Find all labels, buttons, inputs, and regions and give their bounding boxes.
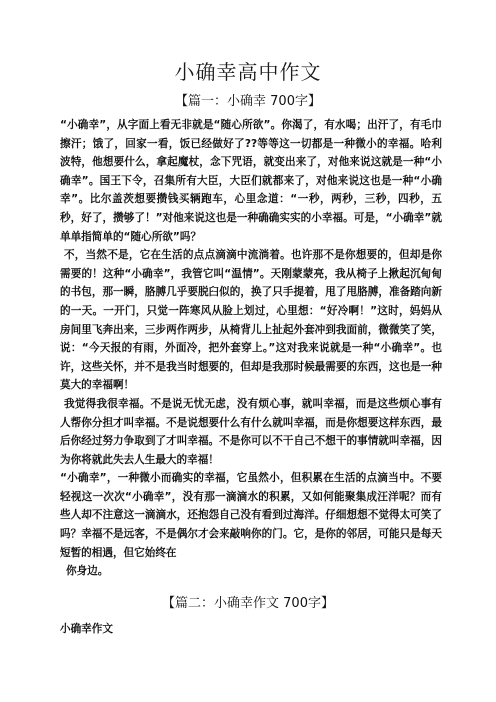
- left-bracket: 【: [175, 94, 189, 109]
- paragraph-4: “小确幸”，一种微小而确实的幸福，它虽然小，但积累在生活的点滴当中。不要轻视这一次次“小确幸”，没有那一滴滴水的积累，又如何能聚集成汪洋呢？而有些人却不注意这一滴滴水，还抱怨自己没有看到过海洋。仔细想想不觉得太可笑了吗？幸福不是远客，不是偶尔才会来敲响你的门。它，是你的邻居，可能只是每天短暂的相遇，但它始终在: [60, 472, 442, 559]
- section-heading-2: [0, 592, 496, 611]
- left-bracket: 【: [162, 596, 176, 611]
- page-title: 小确幸高中作文: [174, 60, 322, 84]
- paragraph-1: “小确幸”，从字面上看无非就是“随心所欲”。你渴了，有水喝；出汗了，有毛巾擦汗；饿了，回家一看，饭已经做好了??等等这一切都是一种微小的幸福。哈利波特，他想要什么，拿起魔杖，念下咒语，就变出来了，对他来说这就是一种“小确幸”。国王下令，召集所有大臣，大臣们就都来了，对他来说这也是一种“小确幸”。比尔盖茨想要攒钱买辆跑车，心里念道：“一秒，两秒，三秒，四秒，五秒，好了，攒够了！”对他来说这也是一种确确实实的小幸福。可是，“小确幸”就单单指简单的“随心所欲”吗？: [60, 119, 442, 243]
- right-bracket: 】: [320, 596, 334, 611]
- paragraph-2: 不，当然不是，它在生活的点点滴滴中流淌着。也许那不是你想要的，但却是你需要的！这种“小确幸”，我管它叫“温情”。天刚蒙蒙亮，我从椅子上揪起沉甸甸的书包，那一瞬，胳膊几乎要脱臼似的，换了只手提着，甩了甩胳膊，准备踏向新的一天。一开门，只觉一阵寒风从脸上划过，心里想：“好冷啊！”这时，妈妈从房间里飞奔出来，三步两作两步，从椅背儿上扯起外套冲到我面前，微微笑了笑，说：“今天报的有雨，外面冷，把外套穿上。”这对我来说就是一种“小确幸”。也许，这些关怀，并不是我当时想要的，但却是我那时候最需要的东西，这也是一种莫大的幸福啊！: [60, 249, 442, 392]
- section-2-subheading: 小确幸作文: [60, 623, 113, 635]
- section-heading-2-text: 篇二：小确幸作文 700字: [175, 596, 321, 611]
- section-1-body: [60, 116, 442, 581]
- section-heading-1-text: 篇一：小确幸 700字: [188, 94, 308, 109]
- section-heading-1: [0, 90, 496, 109]
- paragraph-5: 你身边。: [66, 565, 109, 578]
- paragraph-3: 我觉得我很幸福。不是说无忧无虑，没有烦心事，就叫幸福，而是这些烦心事有人帮你分担才叫幸福。不是说想要什么有什么就叫幸福，而是你想要这样东西，最后你经过努力争取到了才叫幸福。不是你可以不干自己不想干的事情就叫幸福，因为你将就此失去人生最大的幸福！: [60, 397, 442, 466]
- right-bracket: 】: [307, 94, 321, 109]
